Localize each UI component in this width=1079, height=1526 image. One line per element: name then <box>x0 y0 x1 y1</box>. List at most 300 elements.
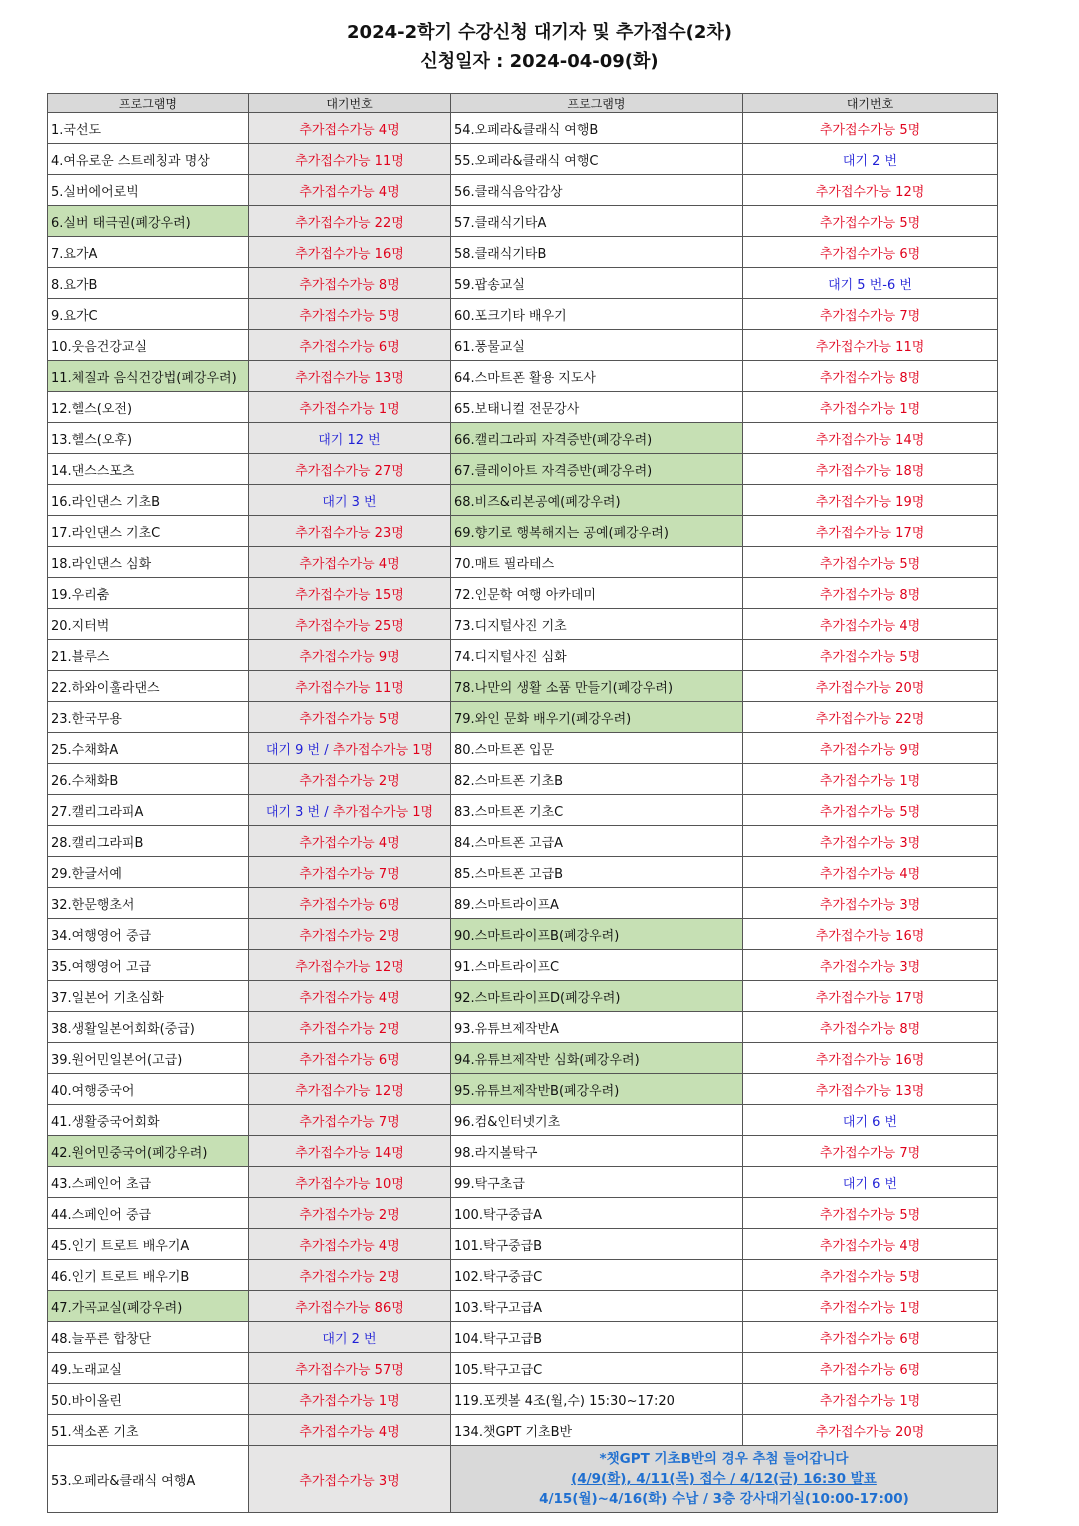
available-seats-text: 추가접수가능 12명 <box>815 184 925 200</box>
table-row <box>48 392 998 423</box>
available-seats-text: 추가접수가능 5명 <box>299 711 400 727</box>
program-name: 94.유튜브제작반 심화(폐강우려) <box>451 1043 743 1074</box>
waitlist-status <box>249 950 451 981</box>
program-name: 28.캘리그라피B <box>48 826 249 857</box>
waitlist-status <box>743 733 998 764</box>
program-name: 8.요가B <box>48 268 249 299</box>
program-name: 34.여행영어 중급 <box>48 919 249 950</box>
waitlist-number-text: / <box>320 742 333 758</box>
table-row <box>48 1415 998 1446</box>
program-name: 67.클레이아트 자격증반(폐강우려) <box>451 454 743 485</box>
table-row <box>48 237 998 268</box>
available-seats-text: 추가접수가능 5명 <box>819 1207 921 1223</box>
program-name: 79.와인 문화 배우기(폐강우려) <box>451 702 743 733</box>
table-row <box>48 485 998 516</box>
available-seats-text: 추가접수가능 9명 <box>819 742 921 758</box>
waitlist-status <box>743 795 998 826</box>
waitlist-status <box>249 485 451 516</box>
waitlist-status <box>743 1322 998 1353</box>
program-name: 89.스마트라이프A <box>451 888 743 919</box>
waitlist-status <box>743 578 998 609</box>
available-seats-text: 추가접수가능 11명 <box>295 153 404 169</box>
available-seats-text: 추가접수가능 13명 <box>815 1083 925 1099</box>
waitlist-status <box>249 268 451 299</box>
program-name: 29.한글서예 <box>48 857 249 888</box>
waitlist-number-text: 대기 5 번-6 번 <box>828 277 912 293</box>
table-row <box>48 1322 998 1353</box>
program-name: 102.탁구중급C <box>451 1260 743 1291</box>
available-seats-text: 추가접수가능 5명 <box>819 1269 921 1285</box>
waitlist-number-text: 대기 2 번 <box>322 1331 377 1347</box>
program-name: 103.탁구고급A <box>451 1291 743 1322</box>
table-row <box>48 1229 998 1260</box>
page-title: 2024-2학기 수강신청 대기자 및 추가접수(2차) <box>347 22 732 43</box>
program-name: 49.노래교실 <box>48 1353 249 1384</box>
program-name: 100.탁구중급A <box>451 1198 743 1229</box>
table-row <box>48 671 998 702</box>
waitlist-number-text: 대기 12 번 <box>318 432 381 448</box>
available-seats-text: 추가접수가능 12명 <box>295 959 404 975</box>
available-seats-text: 추가접수가능 22명 <box>815 711 925 727</box>
available-seats-text: 추가접수가능 4명 <box>299 1424 400 1440</box>
waitlist-status <box>249 733 451 764</box>
waitlist-status <box>743 764 998 795</box>
program-name: 9.요가C <box>48 299 249 330</box>
program-name: 119.포켓볼 4조(월,수) 15:30~17:20 <box>451 1384 743 1415</box>
table-row <box>48 1136 998 1167</box>
table-row <box>48 702 998 733</box>
program-name: 104.탁구고급B <box>451 1322 743 1353</box>
program-name: 98.라지볼탁구 <box>451 1136 743 1167</box>
header-waitlist-left: 대기번호 <box>249 94 451 113</box>
table-row <box>48 888 998 919</box>
program-name: 38.생활일본어회화(중급) <box>48 1012 249 1043</box>
waitlist-status <box>249 1415 451 1446</box>
waitlist-status <box>249 919 451 950</box>
table-row <box>48 516 998 547</box>
waitlist-status <box>743 516 998 547</box>
waitlist-status <box>743 237 998 268</box>
available-seats-text: 추가접수가능 16명 <box>815 928 925 944</box>
waitlist-status <box>743 1012 998 1043</box>
program-name: 134.챗GPT 기초B반 <box>451 1415 743 1446</box>
available-seats-text: 추가접수가능 2명 <box>299 773 400 789</box>
program-name: 54.오페라&클래식 여행B <box>451 113 743 144</box>
available-seats-text: 추가접수가능 2명 <box>299 1207 400 1223</box>
waitlist-number-text: 대기 3 번 <box>265 804 321 820</box>
program-name: 101.탁구중급B <box>451 1229 743 1260</box>
waitlist-status <box>743 361 998 392</box>
available-seats-text: 추가접수가능 1명 <box>819 401 921 417</box>
available-seats-text: 추가접수가능 4명 <box>299 990 400 1006</box>
available-seats-text: 추가접수가능 1명 <box>332 742 434 758</box>
available-seats-text: 추가접수가능 1명 <box>332 804 434 820</box>
available-seats-text: 추가접수가능 5명 <box>819 649 921 665</box>
table-row <box>48 268 998 299</box>
program-name: 13.헬스(오후) <box>48 423 249 454</box>
waitlist-status <box>743 547 998 578</box>
program-name: 64.스마트폰 활용 지도사 <box>451 361 743 392</box>
table-row <box>48 733 998 764</box>
program-name: 11.체질과 음식건강법(폐강우려) <box>48 361 249 392</box>
table-row <box>48 950 998 981</box>
table-row <box>48 175 998 206</box>
program-name: 50.바이올린 <box>48 1384 249 1415</box>
waitlist-status <box>743 1105 998 1136</box>
waitlist-status <box>743 981 998 1012</box>
waitlist-number-text: / <box>320 804 333 820</box>
available-seats-text: 추가접수가능 1명 <box>819 1300 921 1316</box>
table-row <box>48 826 998 857</box>
waitlist-status <box>249 516 451 547</box>
program-name: 21.블루스 <box>48 640 249 671</box>
waitlist-status <box>743 299 998 330</box>
table-row <box>48 1353 998 1384</box>
available-seats-text: 추가접수가능 2명 <box>299 928 400 944</box>
program-name: 7.요가A <box>48 237 249 268</box>
waitlist-status <box>249 547 451 578</box>
table-row <box>48 206 998 237</box>
waitlist-status <box>249 299 451 330</box>
table-row <box>48 1074 998 1105</box>
waitlist-table <box>47 93 998 1513</box>
header-waitlist-right: 대기번호 <box>743 94 998 113</box>
table-row <box>48 1198 998 1229</box>
available-seats-text: 추가접수가능 20명 <box>815 1424 925 1440</box>
table-row <box>48 1167 998 1198</box>
table-row <box>48 919 998 950</box>
available-seats-text: 추가접수가능 4명 <box>299 556 400 572</box>
table-row <box>48 423 998 454</box>
waitlist-status <box>743 1353 998 1384</box>
waitlist-status <box>249 175 451 206</box>
available-seats-text: 추가접수가능 3명 <box>819 835 921 851</box>
program-name: 48.늘푸른 합창단 <box>48 1322 249 1353</box>
available-seats-text: 추가접수가능 15명 <box>295 587 404 603</box>
available-seats-text: 추가접수가능 19명 <box>815 494 925 510</box>
available-seats-text: 추가접수가능 8명 <box>819 587 921 603</box>
program-name: 56.클래식음악감상 <box>451 175 743 206</box>
program-name: 93.유튜브제작반A <box>451 1012 743 1043</box>
waitlist-status <box>249 361 451 392</box>
waitlist-status <box>743 1415 998 1446</box>
waitlist-number-text: 대기 9 번 <box>265 742 321 758</box>
program-name: 42.원어민중국어(폐강우려) <box>48 1136 249 1167</box>
available-seats-text: 추가접수가능 20명 <box>815 680 925 696</box>
available-seats-text: 추가접수가능 1명 <box>299 1393 400 1409</box>
available-seats-text: 추가접수가능 4명 <box>819 866 921 882</box>
waitlist-status <box>743 485 998 516</box>
table-row <box>48 361 998 392</box>
waitlist-status <box>249 113 451 144</box>
waitlist-status <box>249 671 451 702</box>
waitlist-status <box>249 1136 451 1167</box>
program-name: 99.탁구초급 <box>451 1167 743 1198</box>
waitlist-status <box>743 609 998 640</box>
program-name: 90.스마트라이프B(폐강우려) <box>451 919 743 950</box>
available-seats-text: 추가접수가능 3명 <box>819 959 921 975</box>
program-name: 18.라인댄스 심화 <box>48 547 249 578</box>
table-row <box>48 299 998 330</box>
program-name: 57.클래식기타A <box>451 206 743 237</box>
program-name: 40.여행중국어 <box>48 1074 249 1105</box>
available-seats-text: 추가접수가능 2명 <box>299 1021 400 1037</box>
available-seats-text: 추가접수가능 9명 <box>299 649 400 665</box>
waitlist-status <box>249 981 451 1012</box>
table-header-row <box>48 94 998 113</box>
available-seats-text: 추가접수가능 7명 <box>819 308 921 324</box>
available-seats-text: 추가접수가능 6명 <box>819 1331 921 1347</box>
waitlist-status <box>249 764 451 795</box>
waitlist-status <box>249 1384 451 1415</box>
table-row <box>48 1384 998 1415</box>
waitlist-status <box>249 392 451 423</box>
table-row <box>48 1012 998 1043</box>
available-seats-text: 추가접수가능 14명 <box>815 432 925 448</box>
program-name: 17.라인댄스 기초C <box>48 516 249 547</box>
program-name: 4.여유로운 스트레칭과 명상 <box>48 144 249 175</box>
program-name: 12.헬스(오전) <box>48 392 249 423</box>
waitlist-status <box>743 1260 998 1291</box>
program-name: 35.여행영어 고급 <box>48 950 249 981</box>
available-seats-text: 추가접수가능 16명 <box>815 1052 925 1068</box>
waitlist-status <box>743 1291 998 1322</box>
program-name: 10.웃음건강교실 <box>48 330 249 361</box>
available-seats-text: 추가접수가능 6명 <box>819 246 921 262</box>
waitlist-status <box>743 950 998 981</box>
waitlist-status <box>249 640 451 671</box>
program-name: 14.댄스스포츠 <box>48 454 249 485</box>
waitlist-status <box>249 237 451 268</box>
table-row <box>48 113 998 144</box>
program-name: 1.국선도 <box>48 113 249 144</box>
available-seats-text: 추가접수가능 5명 <box>819 215 921 231</box>
available-seats-text: 추가접수가능 4명 <box>299 835 400 851</box>
program-name: 23.한국무용 <box>48 702 249 733</box>
table-row <box>48 1446 998 1513</box>
available-seats-text: 추가접수가능 1명 <box>299 401 400 417</box>
waitlist-status <box>249 1105 451 1136</box>
waitlist-status <box>743 1198 998 1229</box>
table-row <box>48 144 998 175</box>
program-name: 74.디지털사진 심화 <box>451 640 743 671</box>
available-seats-text: 추가접수가능 22명 <box>295 215 404 231</box>
program-name: 25.수채화A <box>48 733 249 764</box>
waitlist-status <box>249 1074 451 1105</box>
program-name: 22.하와이훌라댄스 <box>48 671 249 702</box>
available-seats-text: 추가접수가능 6명 <box>299 897 400 913</box>
waitlist-status <box>743 1136 998 1167</box>
program-name: 70.매트 필라테스 <box>451 547 743 578</box>
program-name: 85.스마트폰 고급B <box>451 857 743 888</box>
available-seats-text: 추가접수가능 5명 <box>299 308 400 324</box>
waitlist-status <box>743 888 998 919</box>
program-name: 69.향기로 행복해지는 공예(폐강우려) <box>451 516 743 547</box>
available-seats-text: 추가접수가능 13명 <box>295 370 404 386</box>
available-seats-text: 추가접수가능 4명 <box>299 184 400 200</box>
available-seats-text: 추가접수가능 7명 <box>819 1145 921 1161</box>
waitlist-status <box>743 1384 998 1415</box>
available-seats-text: 추가접수가능 4명 <box>299 122 400 138</box>
waitlist-number-text: 대기 3 번 <box>322 494 377 510</box>
program-name: 78.나만의 생활 소품 만들기(폐강우려) <box>451 671 743 702</box>
available-seats-text: 추가접수가능 6명 <box>299 1052 400 1068</box>
table-row <box>48 547 998 578</box>
available-seats-text: 추가접수가능 1명 <box>819 773 921 789</box>
waitlist-status <box>743 1074 998 1105</box>
waitlist-status <box>249 795 451 826</box>
program-name: 45.인기 트로트 배우기A <box>48 1229 249 1260</box>
program-name: 16.라인댄스 기초B <box>48 485 249 516</box>
program-name: 51.색소폰 기초 <box>48 1415 249 1446</box>
available-seats-text: 추가접수가능 25명 <box>295 618 404 634</box>
waitlist-number-text: 대기 6 번 <box>842 1114 898 1130</box>
program-name: 39.원어민일본어(고급) <box>48 1043 249 1074</box>
available-seats-text: 추가접수가능 86명 <box>295 1300 404 1316</box>
waitlist-status <box>743 857 998 888</box>
waitlist-status <box>743 330 998 361</box>
table-row <box>48 454 998 485</box>
waitlist-status <box>743 454 998 485</box>
notice-line3: 4/15(월)~4/16(화) 수납 / 3층 강사대기실(10:00-17:00) <box>539 1491 909 1507</box>
available-seats-text: 추가접수가능 17명 <box>815 990 925 1006</box>
program-name: 59.팝송교실 <box>451 268 743 299</box>
waitlist-status <box>249 888 451 919</box>
header-program-left: 프로그램명 <box>48 94 249 113</box>
program-name: 73.디지털사진 기초 <box>451 609 743 640</box>
program-name: 80.스마트폰 입문 <box>451 733 743 764</box>
waitlist-status <box>249 423 451 454</box>
program-name: 68.비즈&리본공예(폐강우려) <box>451 485 743 516</box>
waitlist-status <box>249 702 451 733</box>
available-seats-text: 추가접수가능 5명 <box>819 804 921 820</box>
available-seats-text: 추가접수가능 10명 <box>295 1176 404 1192</box>
program-name: 41.생활중국어회화 <box>48 1105 249 1136</box>
table-row <box>48 640 998 671</box>
table-row <box>48 795 998 826</box>
program-name: 58.클래식기타B <box>451 237 743 268</box>
waitlist-number-text: 대기 6 번 <box>842 1176 898 1192</box>
available-seats-text: 추가접수가능 12명 <box>295 1083 404 1099</box>
available-seats-text: 추가접수가능 11명 <box>815 339 925 355</box>
waitlist-status <box>249 144 451 175</box>
waitlist-status <box>249 1322 451 1353</box>
available-seats-text: 추가접수가능 8명 <box>299 277 400 293</box>
table-row <box>48 1105 998 1136</box>
available-seats-text: 추가접수가능 57명 <box>295 1362 404 1378</box>
available-seats-text: 추가접수가능 5명 <box>819 122 921 138</box>
waitlist-status <box>249 1353 451 1384</box>
table-row <box>48 330 998 361</box>
header-program-right: 프로그램명 <box>451 94 743 113</box>
available-seats-text: 추가접수가능 6명 <box>299 339 400 355</box>
waitlist-status <box>743 113 998 144</box>
page-subtitle: 신청일자 : 2024-04-09(화) <box>420 51 659 72</box>
program-name: 66.캘리그라피 자격증반(폐강우려) <box>451 423 743 454</box>
program-name: 53.오페라&클래식 여행A <box>48 1446 249 1513</box>
table-row <box>48 1043 998 1074</box>
notice-line1: *챗GPT 기초B반의 경우 추첨 들어갑니다 <box>599 1451 849 1467</box>
program-name: 72.인문학 여행 아카데미 <box>451 578 743 609</box>
program-name: 82.스마트폰 기초B <box>451 764 743 795</box>
lottery-notice <box>451 1446 998 1513</box>
table-row <box>48 764 998 795</box>
program-name: 26.수채화B <box>48 764 249 795</box>
waitlist-status <box>249 1446 451 1513</box>
program-name: 91.스마트라이프C <box>451 950 743 981</box>
waitlist-status <box>249 1043 451 1074</box>
waitlist-status <box>249 454 451 485</box>
program-name: 83.스마트폰 기초C <box>451 795 743 826</box>
waitlist-status <box>249 1260 451 1291</box>
available-seats-text: 추가접수가능 11명 <box>295 680 404 696</box>
table-row <box>48 578 998 609</box>
program-name: 61.풍물교실 <box>451 330 743 361</box>
program-name: 60.포크기타 배우기 <box>451 299 743 330</box>
waitlist-status <box>743 268 998 299</box>
program-name: 46.인기 트로트 배우기B <box>48 1260 249 1291</box>
waitlist-status <box>249 1229 451 1260</box>
waitlist-status <box>249 578 451 609</box>
waitlist-status <box>249 826 451 857</box>
waitlist-status <box>743 206 998 237</box>
available-seats-text: 추가접수가능 17명 <box>815 525 925 541</box>
available-seats-text: 추가접수가능 18명 <box>815 463 925 479</box>
table-row <box>48 981 998 1012</box>
available-seats-text: 추가접수가능 2명 <box>299 1269 400 1285</box>
program-name: 55.오페라&클래식 여행C <box>451 144 743 175</box>
waitlist-status <box>743 144 998 175</box>
notice-line2: (4/9(화), 4/11(목) 접수 / 4/12(금) 16:30 발표 <box>571 1471 877 1487</box>
available-seats-text: 추가접수가능 1명 <box>819 1393 921 1409</box>
program-name: 47.가곡교실(폐강우려) <box>48 1291 249 1322</box>
available-seats-text: 추가접수가능 8명 <box>819 370 921 386</box>
waitlist-status <box>249 330 451 361</box>
available-seats-text: 추가접수가능 27명 <box>295 463 404 479</box>
available-seats-text: 추가접수가능 4명 <box>299 1238 400 1254</box>
program-name: 43.스페인어 초급 <box>48 1167 249 1198</box>
program-name: 37.일본어 기초심화 <box>48 981 249 1012</box>
waitlist-status <box>249 1198 451 1229</box>
available-seats-text: 추가접수가능 4명 <box>819 1238 921 1254</box>
available-seats-text: 추가접수가능 23명 <box>295 525 404 541</box>
waitlist-status <box>743 826 998 857</box>
waitlist-status <box>249 206 451 237</box>
waitlist-status <box>249 1291 451 1322</box>
program-name: 5.실버에어로빅 <box>48 175 249 206</box>
program-name: 27.캘리그라피A <box>48 795 249 826</box>
program-name: 6.실버 태극권(폐강우려) <box>48 206 249 237</box>
program-name: 95.유튜브제작반B(폐강우려) <box>451 1074 743 1105</box>
available-seats-text: 추가접수가능 7명 <box>299 866 400 882</box>
waitlist-status <box>743 1229 998 1260</box>
waitlist-status <box>249 1167 451 1198</box>
table-row <box>48 857 998 888</box>
waitlist-status <box>743 919 998 950</box>
waitlist-status <box>743 702 998 733</box>
waitlist-status <box>249 609 451 640</box>
program-name: 20.지터벅 <box>48 609 249 640</box>
available-seats-text: 추가접수가능 14명 <box>295 1145 404 1161</box>
program-name: 32.한문행초서 <box>48 888 249 919</box>
table-row <box>48 1291 998 1322</box>
waitlist-status <box>743 640 998 671</box>
waitlist-status <box>743 1167 998 1198</box>
program-name: 92.스마트라이프D(폐강우려) <box>451 981 743 1012</box>
program-name: 65.보태니컬 전문강사 <box>451 392 743 423</box>
waitlist-status <box>743 392 998 423</box>
available-seats-text: 추가접수가능 6명 <box>819 1362 921 1378</box>
